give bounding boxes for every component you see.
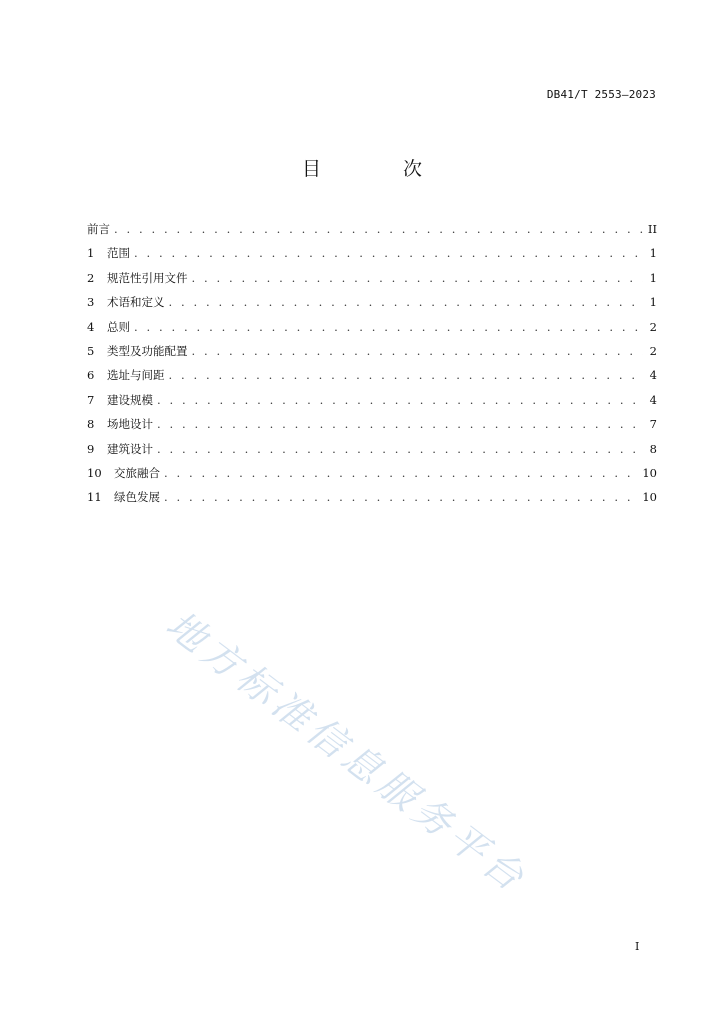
toc-entry-page: 2 [649, 319, 657, 334]
toc-list [87, 217, 657, 510]
toc-leader-dots [157, 388, 643, 412]
toc-leader-dots [169, 363, 644, 387]
toc-entry-label: 交旅融合 [114, 465, 160, 480]
document-code: DB41/T 2553—2023 [546, 88, 656, 101]
toc-title: 目 次 [301, 158, 461, 180]
toc-entry-page: 4 [649, 368, 657, 383]
toc-entry-label: 规范性引用文件 [107, 270, 188, 285]
toc-entry-label: 范围 [107, 246, 130, 261]
toc-entry-number: 4 [87, 319, 95, 334]
toc-entry-page: 4 [649, 392, 657, 407]
toc-entry-label: 前言 [87, 222, 110, 236]
toc-entry-page: II [647, 222, 657, 236]
toc-entry-2[interactable] [87, 266, 657, 290]
toc-leader-dots [157, 412, 643, 436]
toc-entry-number: 1 [87, 246, 95, 261]
toc-entry-page: 1 [649, 246, 657, 261]
toc-entry-3[interactable] [87, 290, 657, 314]
page-number: I [635, 940, 640, 953]
toc-entry-number: 8 [87, 417, 95, 432]
toc-entry-page: 2 [649, 343, 657, 358]
toc-entry-6[interactable] [87, 363, 657, 387]
toc-entry-4[interactable] [87, 315, 657, 339]
toc-leader-dots [157, 437, 643, 461]
toc-entry-9[interactable] [87, 437, 657, 461]
toc-leader-dots [192, 266, 644, 290]
toc-leader-dots [192, 339, 644, 363]
toc-leader-dots [164, 485, 638, 509]
toc-entry-label: 建设规模 [107, 392, 153, 407]
toc-entry-page: 1 [649, 270, 657, 285]
toc-entry-label: 术语和定义 [107, 295, 165, 310]
toc-entry-label: 选址与间距 [107, 368, 165, 383]
toc-entry-label: 类型及功能配置 [107, 343, 188, 358]
toc-entry-1[interactable] [87, 241, 657, 265]
toc-entry-page: 10 [642, 465, 657, 480]
toc-entry-label: 总则 [107, 319, 130, 334]
toc-entry-label: 建筑设计 [107, 441, 153, 456]
toc-entry-11[interactable] [87, 485, 657, 509]
toc-entry-10[interactable] [87, 461, 657, 485]
toc-entry-number: 2 [87, 270, 95, 285]
toc-leader-dots [169, 290, 644, 314]
toc-leader-dots [134, 241, 643, 265]
toc-entry-number: 9 [87, 441, 95, 456]
toc-entry-page: 1 [649, 295, 657, 310]
toc-entry-label: 绿色发展 [114, 490, 160, 505]
toc-entry-number: 5 [87, 343, 95, 358]
toc-leader-dots [164, 461, 638, 485]
toc-entry-number: 11 [87, 490, 102, 505]
toc-entry-foreword[interactable] [87, 217, 657, 241]
toc-entry-7[interactable] [87, 388, 657, 412]
toc-entry-8[interactable] [87, 412, 657, 436]
toc-entry-number: 7 [87, 392, 95, 407]
toc-entry-page: 7 [649, 417, 657, 432]
toc-entry-number: 10 [87, 465, 102, 480]
toc-entry-5[interactable] [87, 339, 657, 363]
toc-leader-dots [134, 315, 643, 339]
toc-leader-dots [114, 217, 643, 241]
toc-entry-page: 10 [642, 490, 657, 505]
toc-entry-number: 3 [87, 295, 95, 310]
toc-entry-page: 8 [649, 441, 657, 456]
toc-entry-label: 场地设计 [107, 417, 153, 432]
toc-entry-number: 6 [87, 368, 95, 383]
watermark: 地方标准信息服务平台 [158, 602, 536, 903]
